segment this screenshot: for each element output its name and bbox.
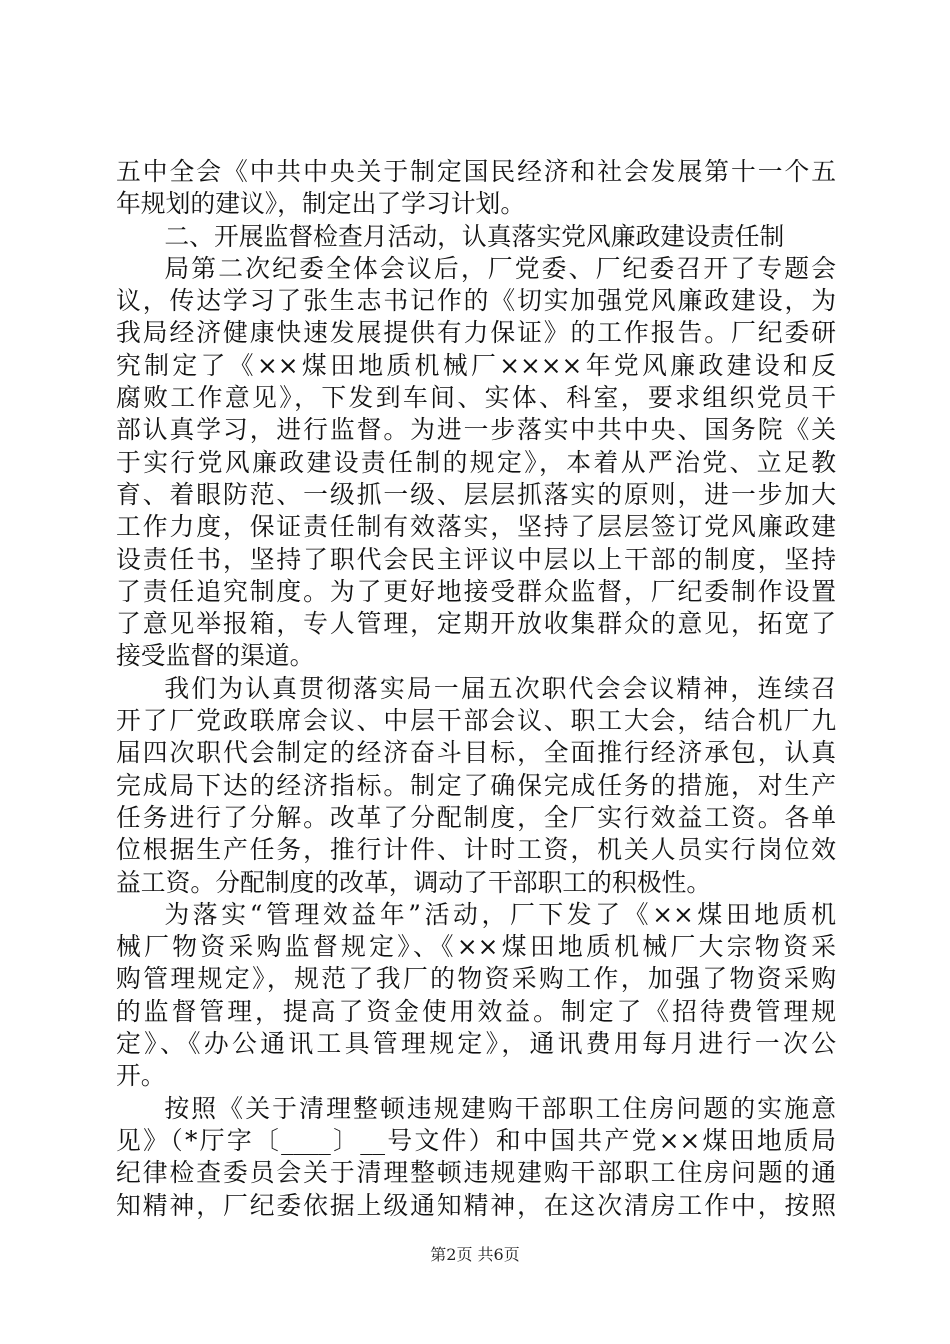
text-line: 位根据生产任务，推行计件、计时工资，机关人员实行岗位效 bbox=[116, 835, 836, 865]
text-line: 购管理规定》，规范了我厂的物资采购工作，加强了物资采购 bbox=[116, 964, 836, 994]
text-line: 完成局下达的经济指标。制定了确保完成任务的措施，对生产 bbox=[116, 770, 836, 800]
text-line: 纪律检查委员会关于清理整顿违规建购干部职工住房问题的通 bbox=[116, 1158, 836, 1188]
text-line: 知精神，厂纪委依据上级通知精神，在这次清房工作中，按照 bbox=[116, 1190, 836, 1220]
document-body bbox=[116, 156, 836, 1222]
text-line: 部认真学习，进行监督。为进一步落实中共中央、国务院《关 bbox=[116, 415, 836, 445]
text-line: 育、着眼防范、一级抓一级、层层抓落实的原则，进一步加大 bbox=[116, 479, 836, 509]
text-line: 任务进行了分解。改革了分配制度，全厂实行效益工资。各单 bbox=[116, 802, 836, 832]
text-line: 械厂物资采购监督规定》、《××煤田地质机械厂大宗物资采 bbox=[116, 932, 836, 962]
section-heading: 二、开展监督检查月活动，认真落实党风廉政建设责任制 bbox=[164, 221, 785, 251]
text-line: 的监督管理，提高了资金使用效益。制定了《招待费管理规 bbox=[116, 996, 836, 1026]
text-line: 益工资。分配制度的改革，调动了干部职工的积极性。 bbox=[116, 867, 712, 897]
text-line: 局第二次纪委全体会议后，厂党委、厂纪委召开了专题会 bbox=[164, 253, 836, 283]
text-line: 五中全会《中共中央关于制定国民经济和社会发展第十一个五 bbox=[116, 157, 836, 186]
text-line: 按照《关于清理整顿违规建购干部职工住房问题的实施意 bbox=[164, 1093, 836, 1123]
text-line: 我局经济健康快速发展提供有力保证》的工作报告。厂纪委研 bbox=[116, 318, 836, 348]
text-line: 腐败工作意见》，下发到车间、实体、科室，要求组织党员干 bbox=[116, 383, 836, 413]
text-line: 于实行党风廉政建设责任制的规定》，本着从严治党、立足教 bbox=[116, 447, 836, 477]
text-line: 设责任书，坚持了职代会民主评议中层以上干部的制度，坚持 bbox=[116, 544, 836, 574]
text-line: 接受监督的渠道。 bbox=[116, 641, 315, 671]
text-line: 工作力度，保证责任制有效落实，坚持了层层签订党风廉政建 bbox=[116, 512, 836, 542]
text-line: 定》、《办公通讯工具管理规定》，通讯费用每月进行一次公 bbox=[116, 1029, 836, 1059]
page-number-footer: 第2页 共6页 bbox=[430, 1245, 520, 1264]
text-line: 为落实“管理效益年”活动，厂下发了《××煤田地质机 bbox=[164, 899, 836, 929]
text-line: 年规划的建议》，制定出了学习计划。 bbox=[116, 189, 526, 219]
text-line: 开。 bbox=[116, 1061, 166, 1091]
text-line: 究制定了《××煤田地质机械厂××××年党风廉政建设和反 bbox=[116, 350, 836, 380]
text-line: 了意见举报箱，专人管理，定期开放收集群众的意见，拓宽了 bbox=[116, 609, 836, 639]
text-line: 开了厂党政联席会议、中层干部会议、职工大会，结合机厂九 bbox=[116, 706, 836, 736]
text-line: 见》（*厅字〔____〕__号文件）和中国共产党××煤田地质局 bbox=[116, 1125, 836, 1155]
text-line: 届四次职代会制定的经济奋斗目标，全面推行经济承包，认真 bbox=[116, 738, 836, 768]
text-line: 了责任追究制度。为了更好地接受群众监督，厂纪委制作设置 bbox=[116, 576, 836, 606]
text-line: 议，传达学习了张生志书记作的《切实加强党风廉政建设，为 bbox=[116, 286, 836, 316]
text-line: 我们为认真贯彻落实局一届五次职代会会议精神，连续召 bbox=[164, 673, 836, 703]
